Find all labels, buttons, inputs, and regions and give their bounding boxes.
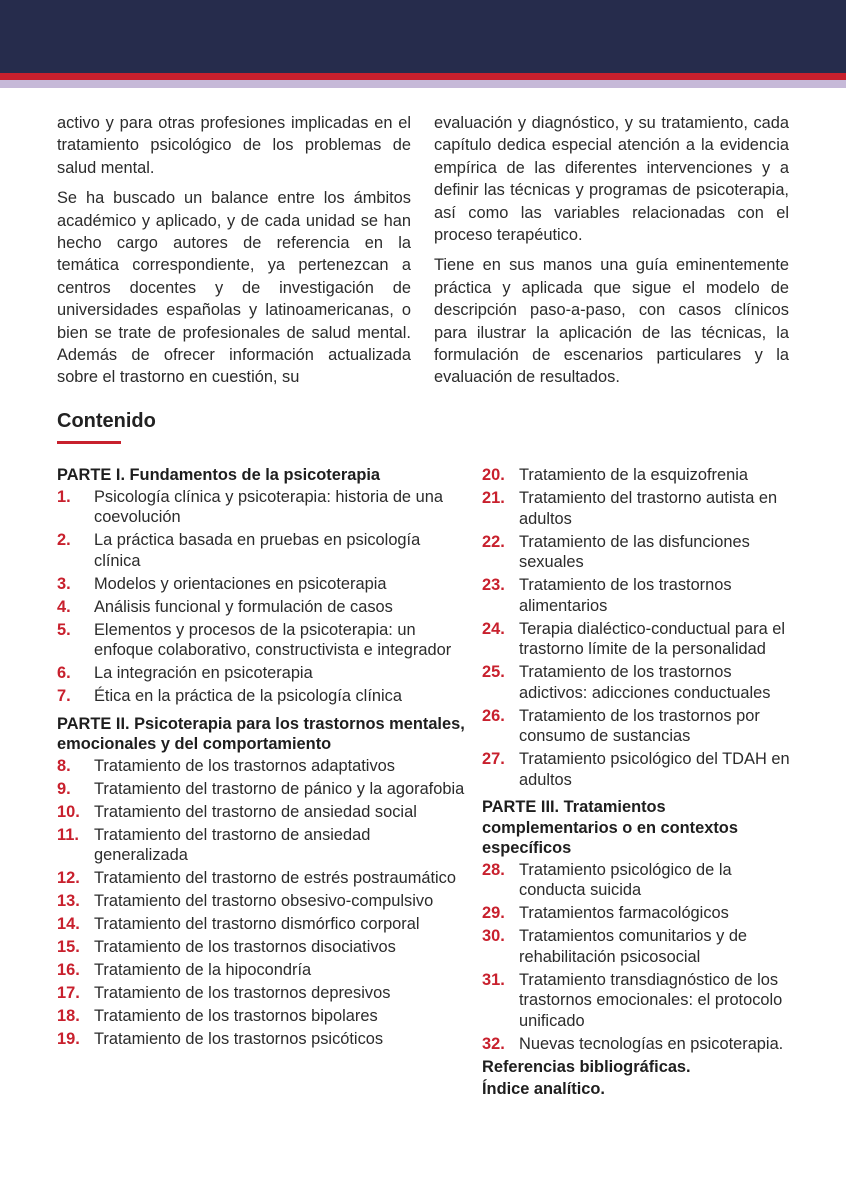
chapter-title: Tratamiento transdiagnóstico de los trastornos emocionales: el protocolo unificado [519,970,783,1030]
chapter-title: Tratamiento del trastorno de ansiedad social [94,802,417,821]
chapter-number: 32. [482,1034,505,1053]
chapter-number: 3. [57,574,71,593]
header-accent-stripe [0,73,846,80]
chapter-title: Tratamiento del trastorno de pánico y la agorafobia [94,779,465,798]
toc-item [57,779,467,800]
toc-item [57,1006,467,1027]
header-band [0,0,846,73]
chapter-title: Tratamiento de los trastornos depresivos [94,984,391,1002]
chapter-number: 1. [57,487,71,506]
toc-item [482,532,802,573]
chapter-title: Tratamiento del trastorno dismórfico corporal [94,915,420,933]
contents-heading-rule [57,441,121,444]
intro-paragraph: Se ha buscado un balance entre los ámbitos académico y aplicado, y de cada unidad se han hecho cargo autores de referencia en la temática correspondiente, ya pertenezcan a centros docentes y de investigación de universidades españolas y latinoamericanas, o bien se trate de profesionales de salud mental. Además de ofrecer información actualizada sobre el trastorno en cuestión, su [57,189,411,387]
chapter-number: 29. [482,904,505,922]
toc-item [57,574,467,595]
part-2-list [57,756,467,1050]
chapter-number: 10. [57,802,80,821]
part-3-list [482,860,802,1055]
chapter-number: 4. [57,597,71,616]
chapter-title: Tratamiento de la esquizofrenia [519,466,748,484]
chapter-number: 21. [482,489,505,507]
toc-item [57,1029,467,1050]
toc-item [482,903,802,924]
chapter-number: 28. [482,860,505,879]
chapter-title: Tratamiento de los trastornos alimentarios [519,576,732,615]
references-entry: Referencias bibliográficas. [482,1057,691,1076]
chapter-number: 2. [57,531,71,549]
part-3-title: PARTE III. Tratamientos complementarios o en contextos específicos [482,798,738,857]
chapter-number: 31. [482,970,505,989]
chapter-title: Tratamiento del trastorno de ansiedad generalizada [94,825,371,864]
toc-item [482,488,802,529]
toc-right-column [482,465,802,1102]
toc-item [57,937,467,958]
chapter-number: 14. [57,915,80,933]
chapter-number: 9. [57,779,71,798]
chapter-number: 20. [482,466,505,484]
chapter-title: Tratamiento de los trastornos disociativos [94,938,396,956]
chapter-title: Tratamiento psicológico de la conducta suicida [519,860,732,899]
toc-item [482,465,802,486]
chapter-number: 27. [482,750,505,768]
chapter-number: 18. [57,1007,80,1025]
chapter-number: 23. [482,576,505,594]
chapter-number: 5. [57,620,71,639]
part-2-title: PARTE II. Psicoterapia para los trastornos mentales, emocionales y del comportamiento [57,714,465,753]
toc-item [57,802,467,823]
chapter-number: 16. [57,961,80,979]
chapter-number: 24. [482,619,505,638]
chapter-title: Modelos y orientaciones en psicoterapia [94,574,387,593]
intro-paragraph: activo y para otras profesiones implicadas en el tratamiento psicológico de los problemas de salud mental. [57,114,411,177]
toc-item [482,575,802,616]
part-2-list-continued [482,465,802,790]
intro-left-column [57,112,411,397]
toc-item [57,530,467,571]
toc-item [482,926,802,967]
chapter-title: Tratamiento de los trastornos adaptativos [94,756,395,775]
chapter-title: Tratamiento de los trastornos psicóticos [94,1030,384,1048]
chapter-title: Elementos y procesos de la psicoterapia: un enfoque colaborativo, constructivista e integrador [94,620,452,659]
part-1-list [57,487,467,707]
chapter-number: 25. [482,663,505,681]
intro-right-column [434,112,789,397]
chapter-title: Tratamiento de la hipocondría [94,961,312,979]
toc-left-column [57,465,467,1052]
chapter-title: Tratamiento del trastorno autista en adultos [519,489,778,528]
chapter-number: 17. [57,984,80,1002]
chapter-title: Tratamiento de los trastornos por consumo de sustancias [519,706,760,745]
chapter-number: 7. [57,687,71,705]
chapter-title: Tratamiento de las disfunciones sexuales [519,532,750,571]
chapter-number: 8. [57,756,71,775]
chapter-title: Tratamiento de los trastornos adictivos: adicciones conductuales [519,663,771,702]
toc-item [57,756,467,777]
chapter-title: Psicología clínica y psicoterapia: historia de una coevolución [94,487,443,526]
chapter-title: Tratamiento del trastorno obsesivo-compulsivo [94,892,434,910]
toc-item [57,983,467,1004]
intro-paragraph: Tiene en sus manos una guía eminentemente práctica y aplicada que sigue el modelo de descripción paso-a-paso, con casos clínicos para ilustrar la aplicación de las técnicas, la formulación de escenarios particulares y la evaluación de resultados. [434,256,789,387]
chapter-title: Tratamiento psicológico del TDAH en adultos [519,750,790,789]
index-entry: Índice analítico. [482,1080,605,1098]
chapter-title: Tratamientos farmacológicos [519,904,729,922]
part-1-title: PARTE I. Fundamentos de la psicoterapia [57,466,381,484]
toc-item [57,914,467,935]
chapter-title: Ética en la práctica de la psicología clínica [94,687,402,705]
chapter-number: 13. [57,892,80,910]
toc-item [57,891,467,912]
toc-item [57,686,467,707]
header-lilac-stripe [0,80,846,88]
chapter-number: 30. [482,927,505,945]
intro-paragraph: evaluación y diagnóstico, y su tratamiento, cada capítulo dedica especial atención a la evidencia empírica de las diferentes intervenciones y a definir las técnicas y programas de psicoterapia, así como las variables relacionadas con el proceso terapéutico. [434,114,789,245]
chapter-title: Tratamiento del trastorno de estrés postraumático [94,869,456,887]
toc-item [482,860,802,901]
chapter-number: 26. [482,706,505,725]
chapter-number: 12. [57,869,80,887]
chapter-title: Tratamientos comunitarios y de rehabilitación psicosocial [519,927,748,966]
chapter-title: La integración en psicoterapia [94,664,313,682]
toc-item [482,619,802,660]
toc-item [57,620,467,661]
toc-item [57,597,467,618]
chapter-title: Análisis funcional y formulación de casos [94,597,393,616]
toc-item [482,706,802,747]
toc-item [57,960,467,981]
chapter-number: 11. [57,825,79,844]
toc-item [482,749,802,790]
chapter-number: 19. [57,1030,80,1048]
chapter-title: La práctica basada en pruebas en psicología clínica [94,531,421,570]
chapter-number: 6. [57,664,71,682]
toc-item [482,662,802,703]
chapter-title: Terapia dialéctico-conductual para el trastorno límite de la personalidad [519,619,786,658]
toc-item [57,868,467,889]
toc-item [482,1034,802,1055]
toc-item [57,825,467,866]
toc-item [57,663,467,684]
toc-item [57,487,467,528]
chapter-number: 15. [57,938,80,956]
toc-item [482,970,802,1032]
contents-heading: Contenido [57,410,156,432]
chapter-number: 22. [482,532,505,551]
chapter-title: Tratamiento de los trastornos bipolares [94,1007,378,1025]
chapter-title: Nuevas tecnologías en psicoterapia. [519,1034,784,1053]
